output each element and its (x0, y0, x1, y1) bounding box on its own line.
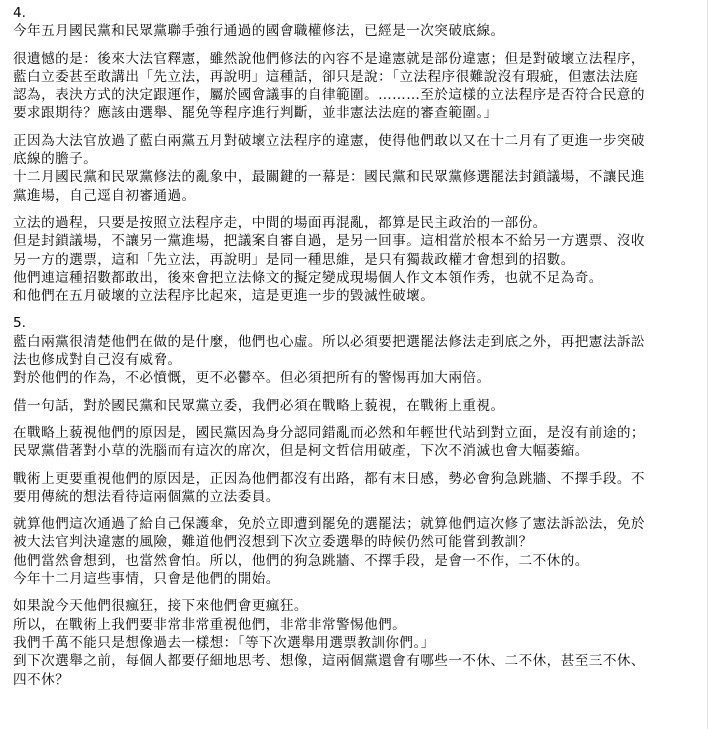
paragraph-line: 藍白兩黨很清楚他們在做的是什麼，他們也心虛。所以必須要把選罷法修法走到底之外，再把憲法訴訟 (13, 333, 645, 350)
paragraph-line: 藍白立委甚至敢講出「先立法，再說明」這種話，卻只是說：「立法程序很難說沒有瑕疵，但憲法法庭 (13, 68, 639, 85)
paragraph-closing (13, 597, 694, 688)
paragraph-line: 戰術上更要重視他們的原因是，正因為他們都沒有出路，都有末日感，勢必會狗急跳牆、不擇手段。不 (13, 470, 645, 487)
paragraph-line: 民眾黨借著對小草的洗腦而有這次的席次，但是柯文哲信用破產，下次不消滅也會大幅萎縮。 (13, 443, 589, 460)
paragraph-line: 正因為大法官放過了藍白兩黨五月對破壞立法程序的違憲，使得他們敢以又在十二月有了更進一步突破 (13, 132, 645, 149)
paragraph-gap (13, 415, 694, 424)
paragraph-line: 要用傳統的想法看待這兩個黨的立法委員。 (13, 488, 280, 505)
paragraph-strategic-contempt (13, 424, 694, 461)
paragraph-gap (13, 588, 694, 597)
paragraph-line: 對於他們的作為，不必憤慨，更不必鬱卒。但必須把所有的警惕再加大兩倍。 (13, 370, 491, 387)
paragraph-section-5-intro (13, 314, 694, 387)
paragraph-gap (13, 123, 694, 132)
paragraph-line: 認為，表決方式的決定跟運作，屬於國會議事的自律範圍。………至於這樣的立法程序是否符合民意的 (13, 87, 645, 104)
paragraph-line: 底線的膽子。 (13, 151, 98, 168)
paragraph-gap (13, 461, 694, 470)
paragraph-gap (13, 205, 694, 214)
paragraph-line: 十二月國民黨和民眾黨修法的亂象中，最關鍵的一幕是：國民黨和民眾黨修選罷法封鎖議場，不讓民進 (13, 169, 645, 186)
paragraph-strategy-quote (13, 397, 694, 415)
paragraph-line: 我們千萬不能只是想像過去一樣想：「等下次選舉用選票教訓你們。」 (13, 634, 435, 651)
paragraph-line: 被大法官判決違憲的風險，難道他們沒想到下次立委選舉的時候仍然可能嘗到教訓？ (13, 534, 533, 551)
paragraph-line: 在戰略上藐視他們的原因是，國民黨因為身分認同錯亂而必然和年輕世代站到對立面，是沒有前途的； (13, 424, 645, 441)
paragraph-constitutional-ruling (13, 50, 694, 123)
paragraph-line: 如果說今天他們很瘋狂，接下來他們會更瘋狂。 (13, 598, 308, 615)
paragraph-december-chaos (13, 132, 694, 205)
paragraph-line: 要求跟期待？應該由選舉、罷免等程序進行判斷，並非憲法法庭的審查範圍。」 (13, 105, 498, 122)
paragraph-line: 但是封鎖議場，不讓另一黨進場，把議案自審自過，是另一回事。這相當於根本不給另一方選票、沒收 (13, 233, 645, 250)
section-number-5: 5. (13, 315, 26, 332)
paragraph-line: 他們連這種招數都敢出，後來會把立法條文的擬定變成現場個人作文本領作秀，也就不足為奇。 (13, 269, 603, 286)
paragraph-line: 就算他們這次通過了給自己保護傘，免於立即遭到罷免的選罷法；就算他們這次修了憲法訴訟法，免於 (13, 516, 645, 533)
paragraph-line: 和他們在五月破壞的立法程序比起來，這是更進一步的毀滅性破壞。 (13, 288, 435, 305)
paragraph-line: 所以，在戰術上我們要非常非常重視他們，非常非常警惕他們。 (13, 616, 407, 633)
paragraph-gap (13, 305, 694, 314)
paragraph-line: 很遺憾的是：後來大法官釋憲，雖然說他們修法的內容不是違憲就是部份違憲；但是對破壞立法程序， (13, 50, 645, 67)
paragraph-legislative-process (13, 214, 694, 305)
paragraph-line: 四不休？ (13, 671, 70, 688)
paragraph-line: 另一方的選票，這和「先立法，再說明」是同一種思維，是只有獨裁政權才會想到的招數。 (13, 251, 575, 268)
paragraph-line: 法也修成對自己沒有威脅。 (13, 352, 182, 369)
paragraph-gap (13, 388, 694, 397)
paragraph-line: 今年五月國民黨和民眾黨聯手強行通過的國會職權修法，已經是一次突破底線。 (13, 23, 505, 40)
paragraph-line: 立法的過程，只要是按照立法程序走，中間的場面再混亂，都算是民主政治的一部份。 (13, 214, 547, 231)
paragraph-line: 到下次選舉之前，每個人都要仔細地思考、想像，這兩個黨還會有哪些一不休、二不休，甚至三不休、 (13, 653, 645, 670)
paragraph-line: 今年十二月這些事情，只會是他們的開始。 (13, 571, 280, 588)
paragraph-gap (13, 41, 694, 50)
paragraph-tactical-attention (13, 470, 694, 507)
paragraph-line: 借一句話，對於國民黨和民眾黨立委，我們必須在戰略上藐視，在戰術上重視。 (13, 397, 505, 414)
section-number-4: 4. (13, 5, 26, 21)
paragraph-section-4-intro (13, 4, 694, 41)
paragraph-protection-umbrella (13, 515, 694, 588)
paragraph-line: 他們當然會想到，也當然會怕。所以，他們的狗急跳牆、不擇手段，是會一不作，二不休的。 (13, 552, 589, 569)
paragraph-gap (13, 506, 694, 515)
paragraph-line: 黨進場，自己逕自初審通過。 (13, 187, 196, 204)
